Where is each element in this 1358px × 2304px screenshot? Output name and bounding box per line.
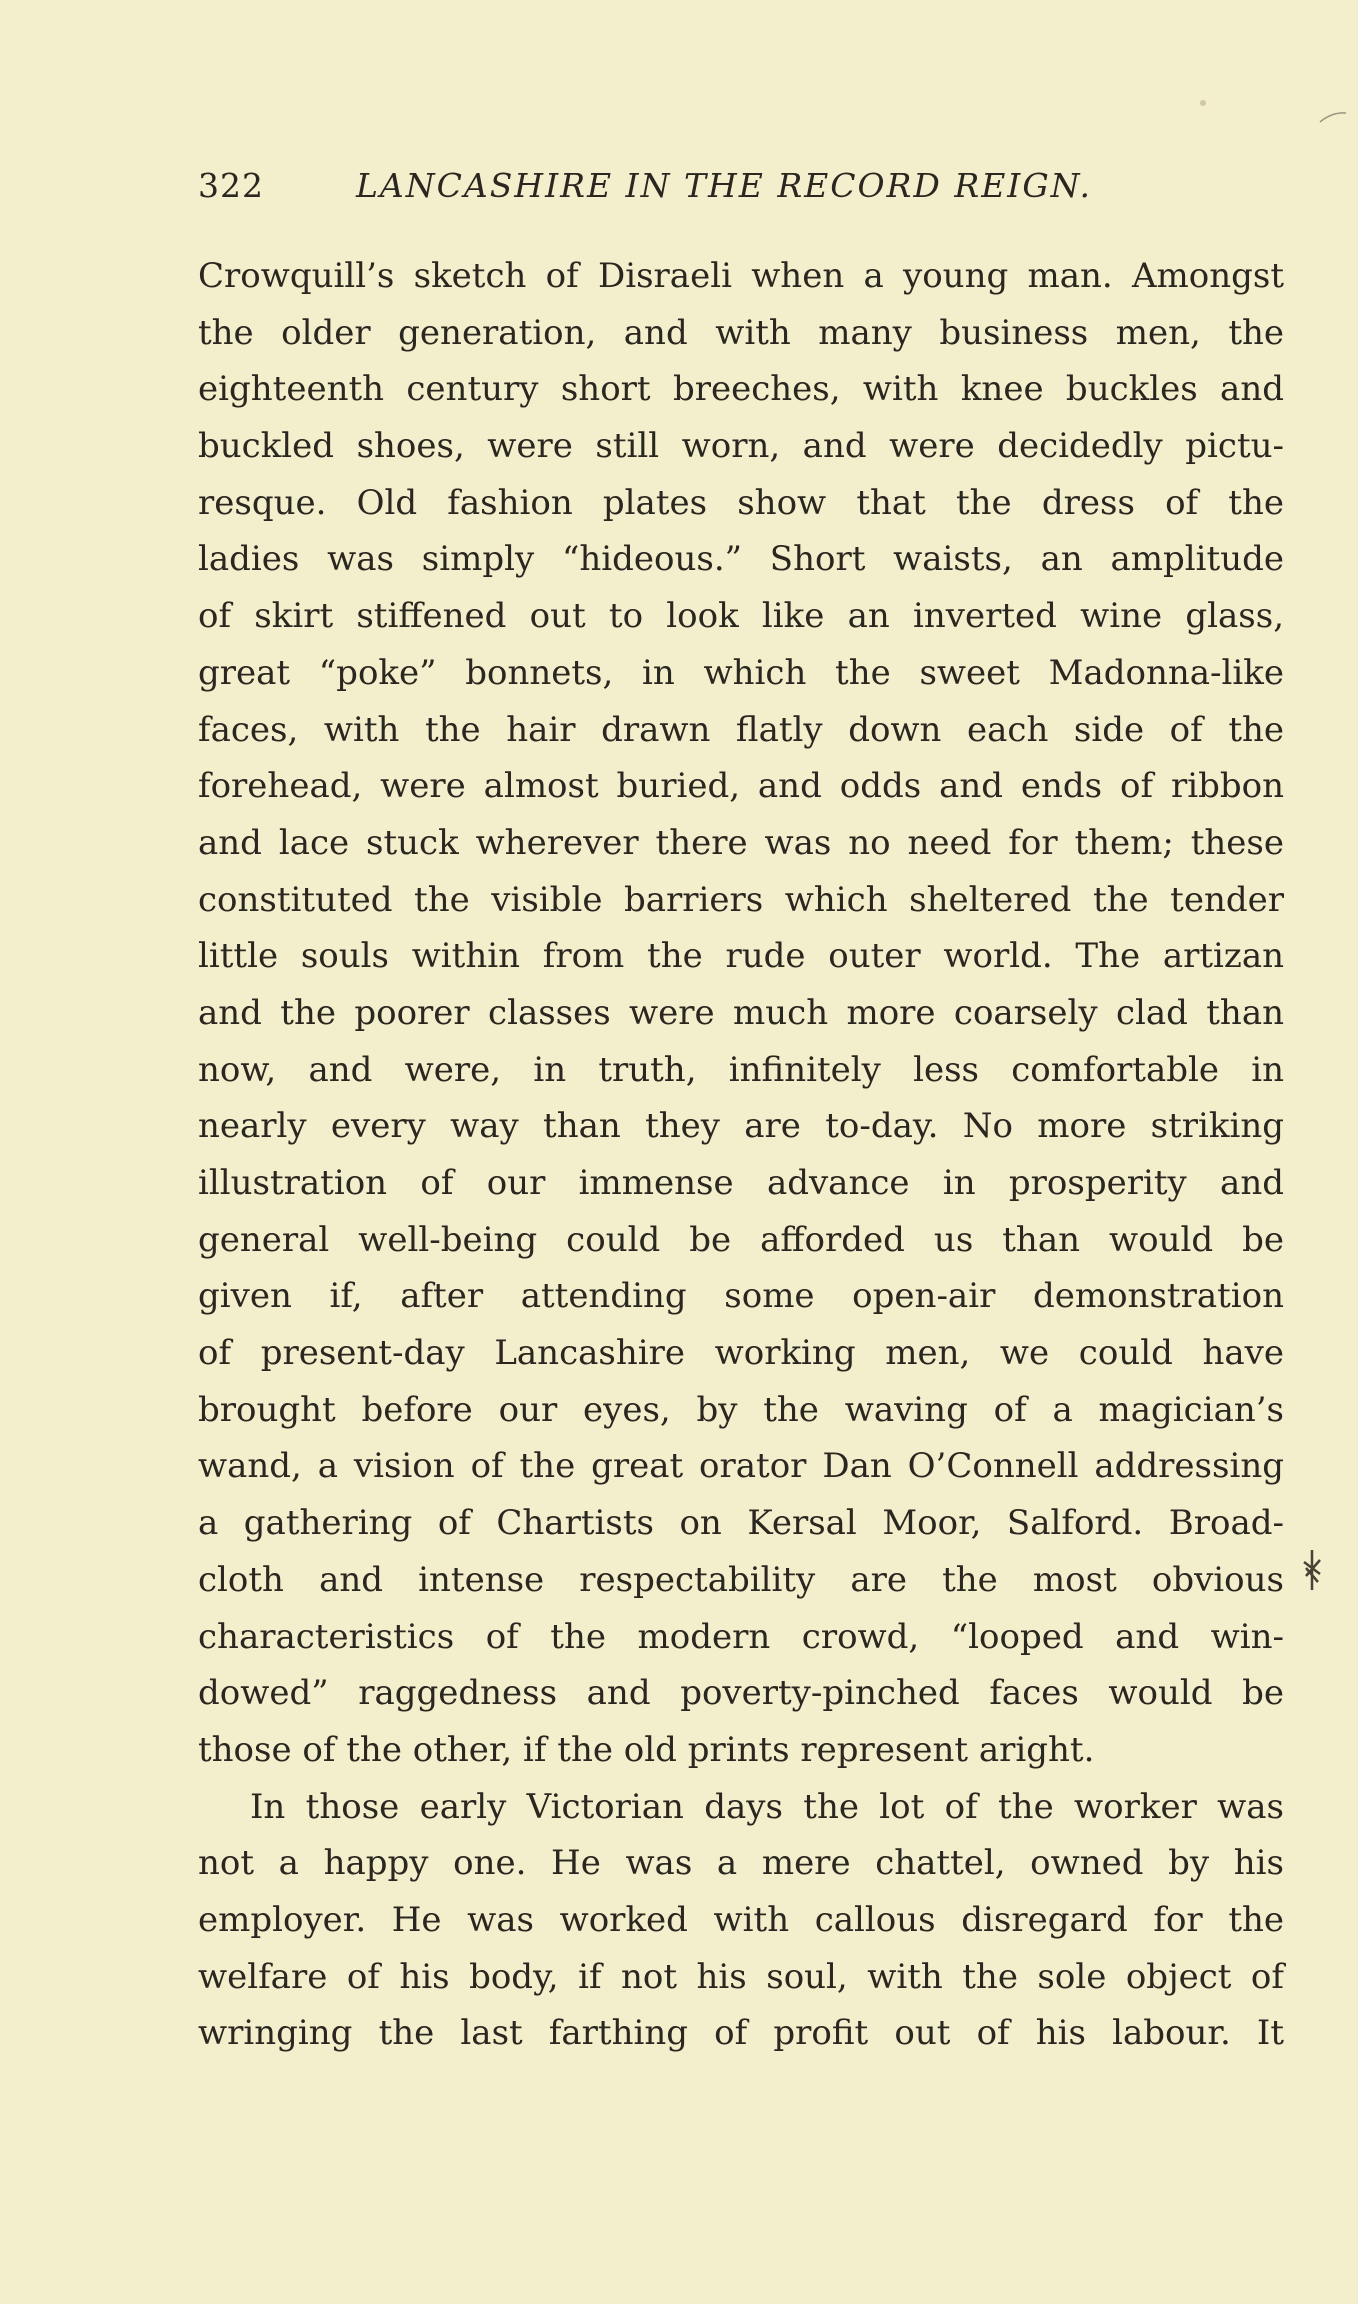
text-line: forehead, were almost buried, and odds and ends of ribbon [198, 766, 1284, 807]
paragraph-1 [198, 248, 1284, 1779]
text-line: given if, after attending some open-air demonstration [198, 1276, 1284, 1317]
text-line: wand, a vision of the great orator Dan O’Connell addressing [198, 1446, 1284, 1487]
body-text [198, 248, 1284, 2062]
text-line: Crowquill’s sketch of Disraeli when a young man. Amongst [198, 256, 1284, 296]
text-line: buckled shoes, were still worn, and were decidedly pictu- [198, 426, 1284, 467]
text-line: a gathering of Chartists on Kersal Moor, Salford. Broad- [198, 1503, 1284, 1544]
text-line: and the poorer classes were much more coarsely clad than [198, 992, 1284, 1033]
text-line: of present-day Lancashire working men, we could have [198, 1333, 1284, 1374]
text-line: constituted the visible barriers which sheltered the tender [198, 879, 1284, 920]
text-line: In those early Victorian days the lot of the worker was [250, 1786, 1284, 1827]
text-line: those of the other, if the old prints represent aright. [198, 1729, 1095, 1770]
text-line: cloth and intense respectability are the most obvious [198, 1559, 1284, 1600]
text-line: resque. Old fashion plates show that the dress of the [198, 482, 1284, 523]
paper-speck [1200, 100, 1206, 106]
text-line: nearly every way than they are to-day. No more striking [198, 1106, 1284, 1147]
pencil-mark-icon [1318, 110, 1348, 124]
text-line: employer. He was worked with callous disregard for the [198, 1899, 1284, 1940]
text-line: welfare of his body, if not his soul, with the sole object of [198, 1956, 1284, 1997]
running-title: LANCASHIRE IN THE RECORD REIGN. [356, 166, 1092, 205]
page-number: 322 [198, 166, 264, 205]
running-head [198, 166, 1178, 212]
text-line: great “poke” bonnets, in which the sweet Madonna-like [198, 652, 1284, 693]
text-line: illustration of our immense advance in prosperity and [198, 1163, 1284, 1203]
text-line: brought before our eyes, by the waving of a magician’s [198, 1389, 1284, 1430]
text-line: little souls within from the rude outer world. The artizan [198, 936, 1284, 977]
text-line: now, and were, in truth, infinitely less comfortable in [198, 1049, 1284, 1090]
text-line: and lace stuck wherever there was no need for them; these [198, 822, 1284, 863]
text-line: wringing the last farthing of profit out of his labour. It [198, 2013, 1284, 2054]
text-line: eighteenth century short breeches, with knee buckles and [198, 369, 1284, 410]
text-line: characteristics of the modern crowd, “looped and win- [198, 1616, 1284, 1657]
text-line: general well-being could be afforded us than would be [198, 1219, 1284, 1260]
text-line: faces, with the hair drawn flatly down each side of the [198, 709, 1284, 750]
margin-ornament-icon [1300, 1548, 1324, 1592]
text-line: the older generation, and with many business men, the [198, 312, 1284, 353]
text-line: of skirt stiffened out to look like an inverted wine glass, [198, 596, 1284, 637]
paragraph-2 [198, 1779, 1284, 2062]
text-line: not a happy one. He was a mere chattel, owned by his [198, 1843, 1284, 1884]
text-line: ladies was simply “hideous.” Short waists, an amplitude [198, 539, 1284, 580]
text-line: dowed” raggedness and poverty-pinched faces would be [198, 1673, 1284, 1714]
